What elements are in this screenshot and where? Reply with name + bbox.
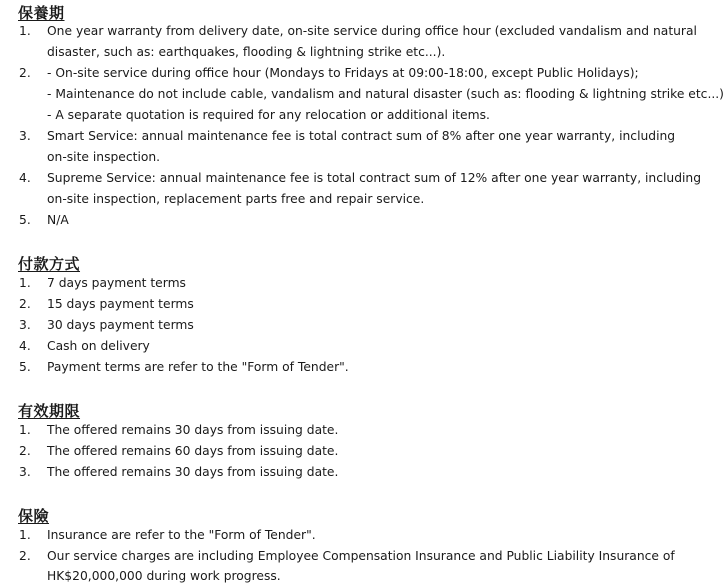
payment-heading: 付款方式 [18, 255, 81, 273]
insurance-item-2-line-2: HK$20,000,000 during work progress. [47, 569, 281, 583]
payment-item-4-line-1: Cash on delivery [47, 339, 150, 353]
validity-item-3-number: 3. [19, 465, 31, 479]
insurance-item-2-number: 2. [19, 549, 31, 563]
validity-item-2-line-1: The offered remains 60 days from issuing date. [47, 444, 339, 458]
insurance-item-1-number: 1. [19, 528, 31, 542]
warranty-item-4-line-2: on-site inspection, replacement parts free and repair service. [47, 192, 425, 206]
insurance-item-1-line-1: Insurance are refer to the "Form of Tender". [47, 528, 316, 542]
warranty-item-4-line-1: Supreme Service: annual maintenance fee is total contract sum of 12% after one year warranty, including [47, 171, 702, 185]
payment-item-5-line-1: Payment terms are refer to the "Form of Tender". [47, 360, 349, 374]
warranty-item-3-line-1: Smart Service: annual maintenance fee is total contract sum of 8% after one year warranty, including [47, 129, 676, 143]
warranty-item-3-line-2: on-site inspection. [47, 150, 161, 164]
validity-heading: 有效期限 [18, 402, 81, 420]
warranty-item-1-line-2: disaster, such as: earthquakes, flooding & lightning strike etc...). [47, 45, 446, 59]
validity-item-2-number: 2. [19, 444, 31, 458]
warranty-item-5-line-1: N/A [47, 213, 69, 227]
warranty-item-4-number: 4. [19, 171, 31, 185]
validity-item-1-number: 1. [19, 423, 31, 437]
warranty-item-3-number: 3. [19, 129, 31, 143]
payment-item-3-line-1: 30 days payment terms [47, 318, 194, 332]
payment-item-3-number: 3. [19, 318, 31, 332]
warranty-heading: 保養期 [18, 4, 65, 22]
payment-item-4-number: 4. [19, 339, 31, 353]
warranty-item-2-line-2: - Maintenance do not include cable, vandalism and natural disaster (such as: flooding & lightning strike etc...) [47, 87, 724, 101]
warranty-item-2-line-3: - A separate quotation is required for any relocation or additional items. [47, 108, 490, 122]
warranty-item-1-line-1: One year warranty from delivery date, on-site service during office hour (excluded vandalism and natural [47, 24, 697, 38]
insurance-heading: 保險 [18, 507, 50, 525]
warranty-item-2-number: 2. [19, 66, 31, 80]
payment-item-5-number: 5. [19, 360, 31, 374]
payment-item-2-line-1: 15 days payment terms [47, 297, 194, 311]
validity-item-3-line-1: The offered remains 30 days from issuing date. [47, 465, 339, 479]
validity-item-1-line-1: The offered remains 30 days from issuing date. [47, 423, 339, 437]
warranty-item-5-number: 5. [19, 213, 31, 227]
insurance-item-2-line-1: Our service charges are including Employee Compensation Insurance and Public Liability Insurance of [47, 549, 675, 563]
payment-item-2-number: 2. [19, 297, 31, 311]
payment-item-1-number: 1. [19, 276, 31, 290]
warranty-item-2-line-1: - On-site service during office hour (Mondays to Fridays at 09:00-18:00, except Public Holidays); [47, 66, 639, 80]
payment-item-1-line-1: 7 days payment terms [47, 276, 186, 290]
warranty-item-1-number: 1. [19, 24, 31, 38]
